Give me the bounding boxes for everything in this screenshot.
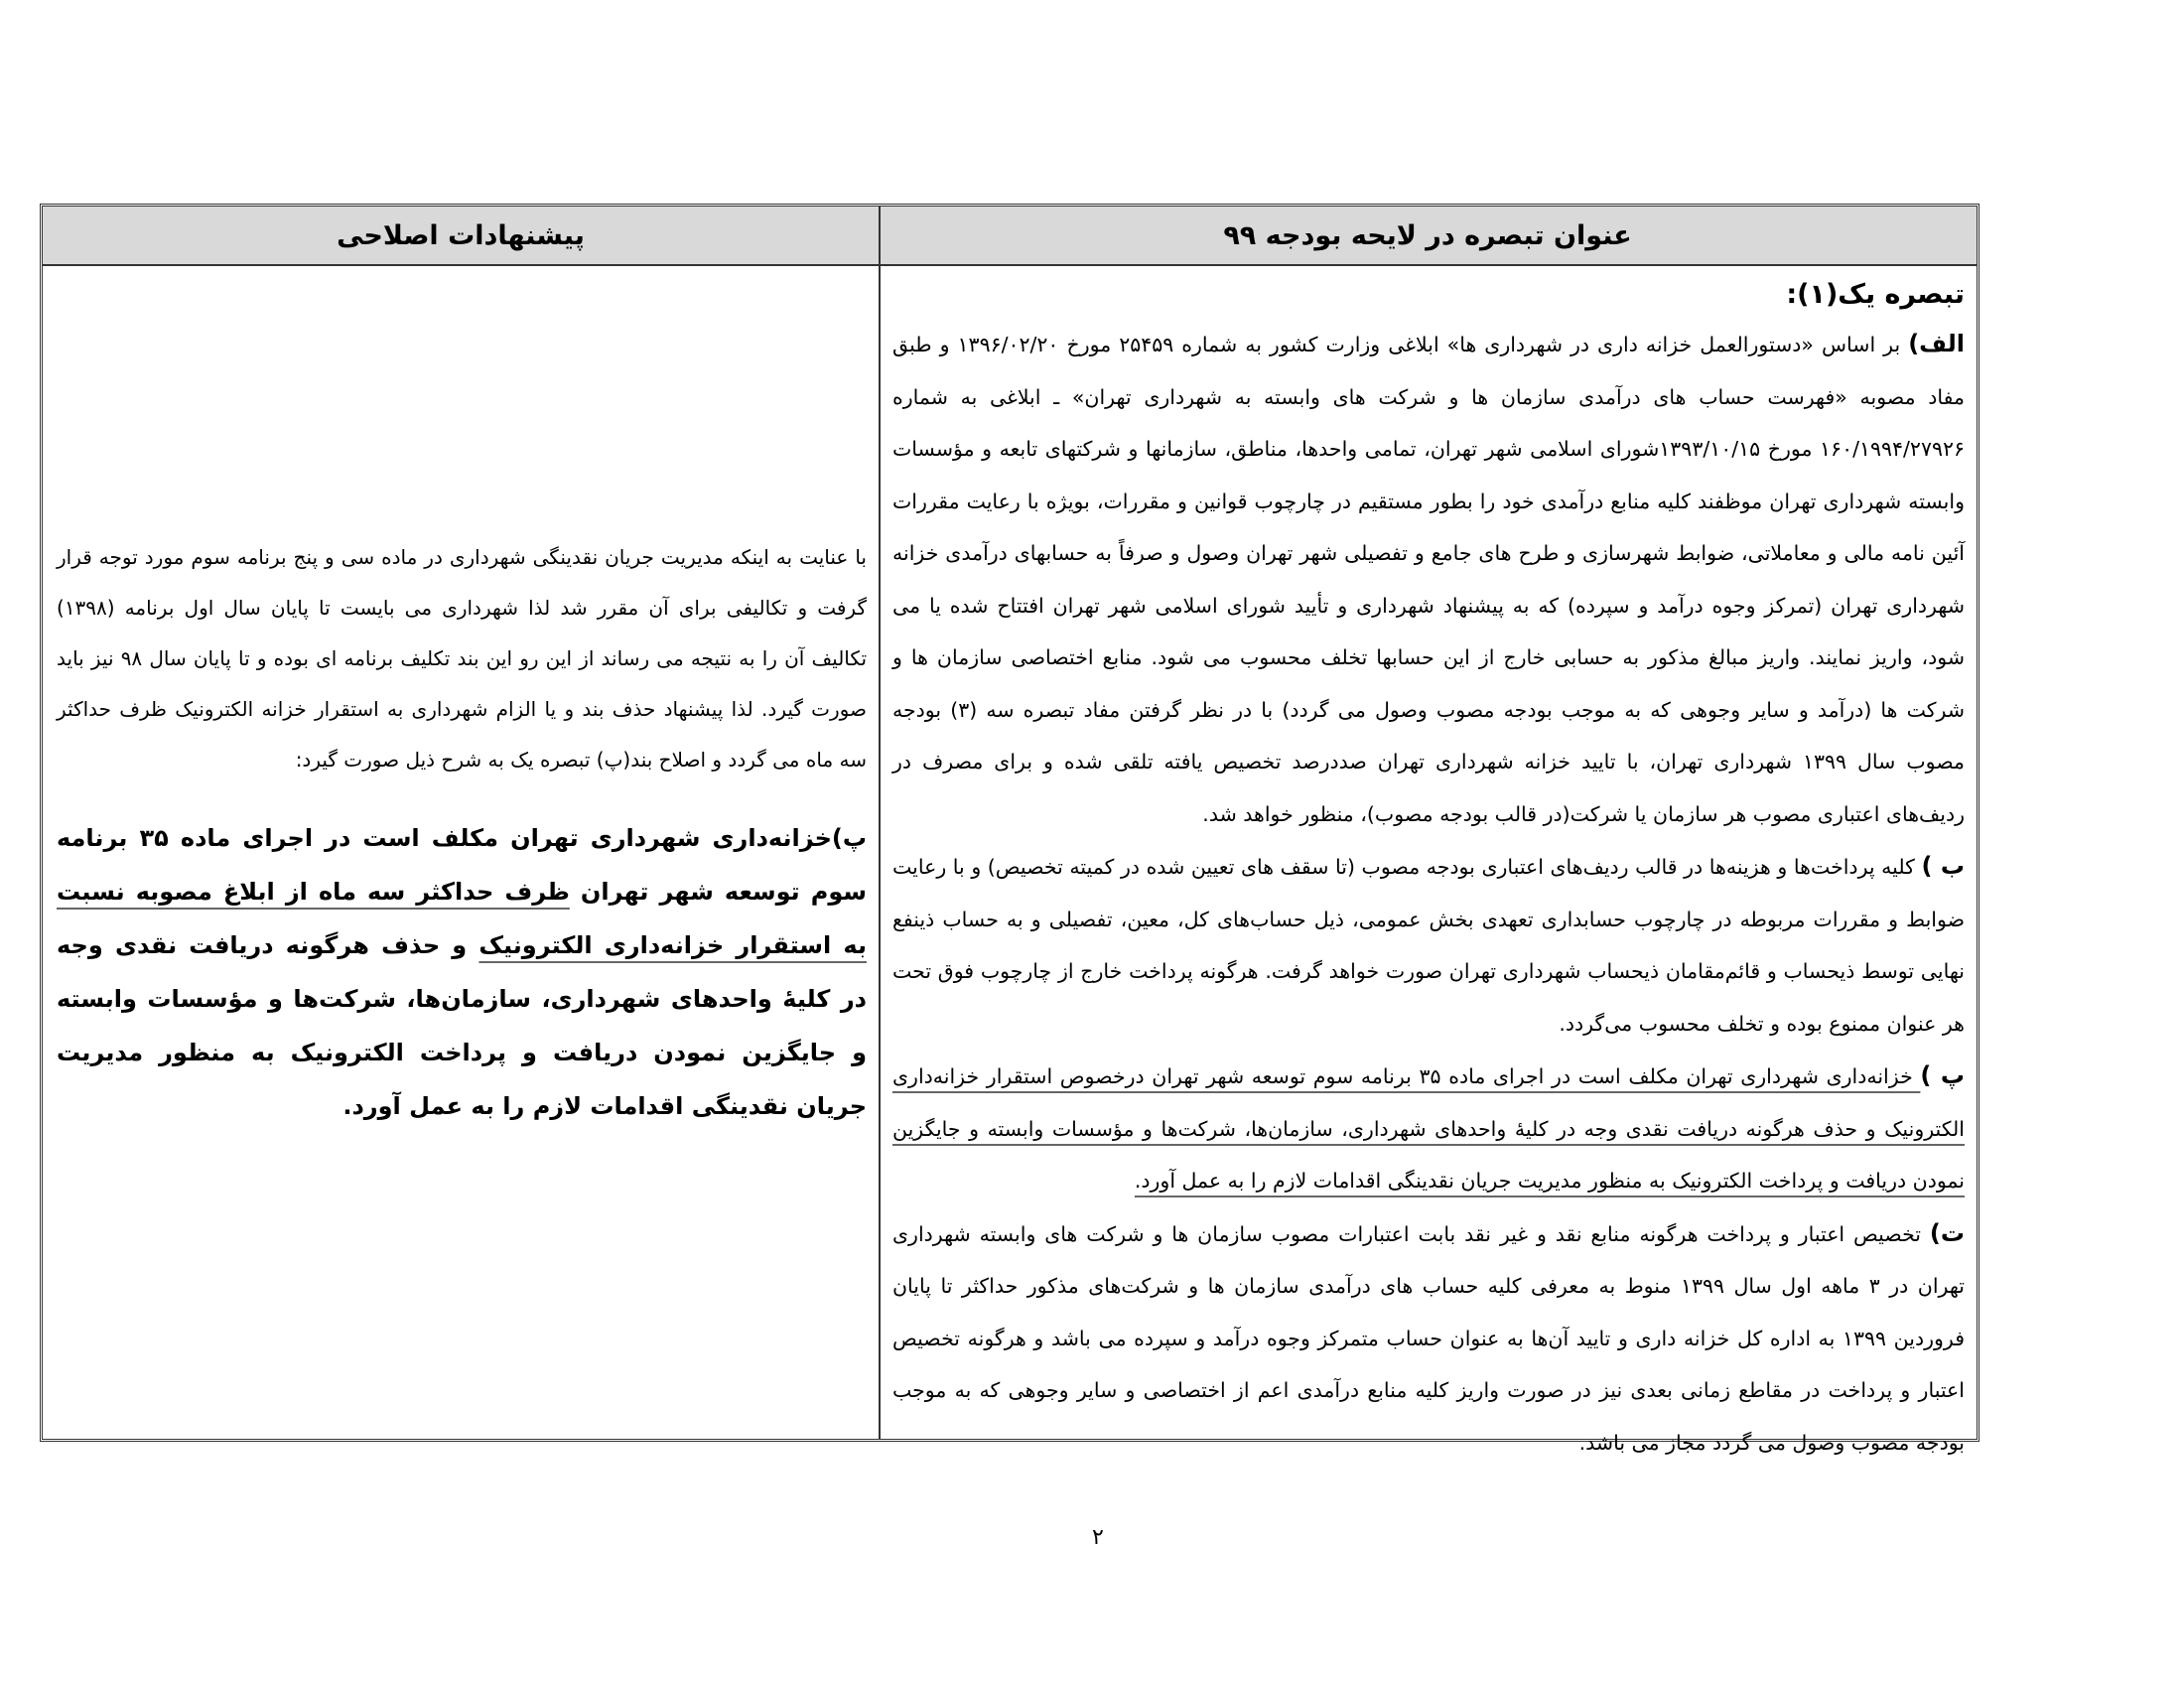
clause-pe-text: خزانه‌داری شهرداری تهران مکلف است در اجرای ماده ۳۵ برنامه سوم توسعه شهر تهران درخصوص استقرار خزانه‌داری الکترونیک و حذف هرگونه دریافت نقدی وجه در کلیهٔ واحدهای شهرداری، سازمان‌ها، شرکت‌ها و مؤسسات وابسته و جایگزین نمودن دریافت و پرداخت الکترونیک به منظور مدیریت جریان نقدینگی اقدامات لازم را به عمل آورد. [892,1064,1965,1193]
page-number: ۲ [1092,1525,1104,1550]
budget-note-column [879,266,1977,1455]
note-title: تبصره یک(۱): [1786,279,1965,310]
clause-be-label: ب ) [1921,852,1965,880]
clause-pe-label: پ ) [1920,1061,1965,1089]
clause-be [892,840,1965,1050]
proposed-clause-part1: پ)خزانه‌داری شهرداری تهران مکلف است در اجرای ماده ۳۵ برنامه سوم توسعه شهر تهران [57,824,868,906]
clause-alef [892,318,1965,840]
clause-alef-label: الف) [1908,330,1965,357]
comparison-table [40,204,1979,1455]
proposed-clause-underlined: ظرف حداکثر سه ماه از ابلاغ مصوبه نسبت به استقرار خزانه‌داری الکترونیک [57,878,867,959]
clause-pe [892,1050,1965,1207]
proposed-clause-pe [57,811,867,1133]
clause-te [892,1207,1965,1470]
header-budget-note-title: عنوان تبصره در لایحه بودجه ۹۹ [1223,219,1632,251]
clause-te-label: ت) [1929,1218,1965,1247]
table-header [43,207,1977,266]
clause-te-text: تخصیص اعتبار و پرداخت هرگونه منابع نقد و غیر نقد بابت اعتبارات مصوب سازمان ها و شرکت های وابسته شهرداری تهران در ۳ ماهه اول سال ۱۳۹۹ منوط به معرفی کلیه حساب های درآمدی سازمان ها و شرکت‌های مذکور حداکثر تا پایان فروردین ۱۳۹۹ به اداره کل خزانه داری و تایید آن‌ها به عنوان حساب متمرکز وجوه درآمد و سپرده می باشد و هرگونه تخصیص اعتبار و پرداخت در مقاطع زمانی بعدی نیز در صورت واریز کلیه منابع درآمدی اعم از اختصاصی و سایر وجوهی که به موجب بودجه مصوب وصول می گردد مجاز می باشد. [892,1221,1965,1455]
proposal-rationale: با عنایت به اینکه مدیریت جریان نقدینگی شهرداری در ماده سی و پنج برنامه سوم مورد توجه قرار گرفت و تکالیفی برای آن مقرر شد لذا شهرداری می بایست تا پایان سال اول برنامه (۱۳۹۸) تکالیف آن را به نتیجه می رساند از این رو این بند تکلیف برنامه ای بوده و تا پایان سال ۹۸ نیز باید صورت گیرد. لذا پیشنهاد حذف بند و یا الزام شهرداری به استقرار خزانه الکترونیک ظرف حداکثر سه ماه می گردد و اصلاح بند(پ) تبصره یک به شرح ذیل صورت گیرد: [57,545,868,772]
header-proposals: پیشنهادات اصلاحی [337,219,585,251]
clause-alef-text: بر اساس «دستورالعمل خزانه داری در شهرداری ها» ابلاغی وزارت کشور به شماره ۲۵۴۵۹ مورخ ۱۳۹۶/۰۲/۲۰ و طبق مفاد مصوبه «فهرست حساب های درآمدی سازمان ها و شرکت های وابسته به شهرداری تهران» ـ ابلاغی به شماره ۱۶۰/۱۹۹۴/۲۷۹۲۶ مورخ ۱۳۹۳/۱۰/۱۵شورای اسلامی شهر تهران، تمامی واحدها، مناطق، سازمانها و شرکتهای تابعه و مؤسسات وابسته شهرداری تهران موظفند کلیه منابع درآمدی خود را بطور مستقیم در چارچوب قوانین و مقررات، بویژه با رعایت مقررات آئین نامه مالی و معاملاتی، ضوابط شهرسازی و طرح های جامع و تفصیلی شهر تهران وصول و صرفاً به حسابهای درآمدی خزانه شهرداری تهران (تمرکز وجوه درآمد و سپرده) که به پیشنهاد شهرداری و تأیید شورای اسلامی شهر تهران افتتاح شده یا می شود، واریز نمایند. واریز مبالغ مذکور به حسابی خارج از این حسابها تخلف محسوب می شود. منابع اختصاصی سازمان ها و شرکت ها (درآمد و سایر وجوهی که به موجب بودجه مصوب وصول می گردد) با در نظر گرفتن مفاد تبصره سه (۳) بودجه مصوب سال ۱۳۹۹ شهرداری تهران، با تایید خزانه شهرداری تهران صددرصد تخصیص یافته تلقی شده و برای مصرف در ردیف‌های اعتباری مصوب هر سازمان یا شرکت(در قالب بودجه مصوب)، منظور خواهد شد. [892,333,1965,826]
proposals-column [43,266,879,1439]
proposed-clause-part2: و حذف هرگونه دریافت نقدی وجه در کلیهٔ واحدهای شهرداری، سازمان‌ها، شرکت‌ها و مؤسسات وابسته و جایگزین نمودن دریافت و پرداخت الکترونیک به منظور مدیریت جریان نقدینگی اقدامات لازم را به عمل آورد. [57,931,867,1120]
clause-be-text: کلیه پرداخت‌ها و هزینه‌ها در قالب ردیف‌های اعتباری بودجه مصوب (تا سقف های تعیین شده در کمیته تخصیص) و با رعایت ضوابط و مقررات مربوطه در چارچوب حسابداری تعهدی بخش عمومی، ذیل حساب‌های کل، معین، تفصیلی و به حساب ذینفع نهایی توسط ذیحساب و قائم‌مقامان ذیحساب شهرداری تهران صورت خواهد گرفت. هرگونه پرداخت خارج از چارچوب فوق تحت هر عنوان ممنوع بوده و تخلف محسوب می‌گردد. [892,855,1965,1036]
